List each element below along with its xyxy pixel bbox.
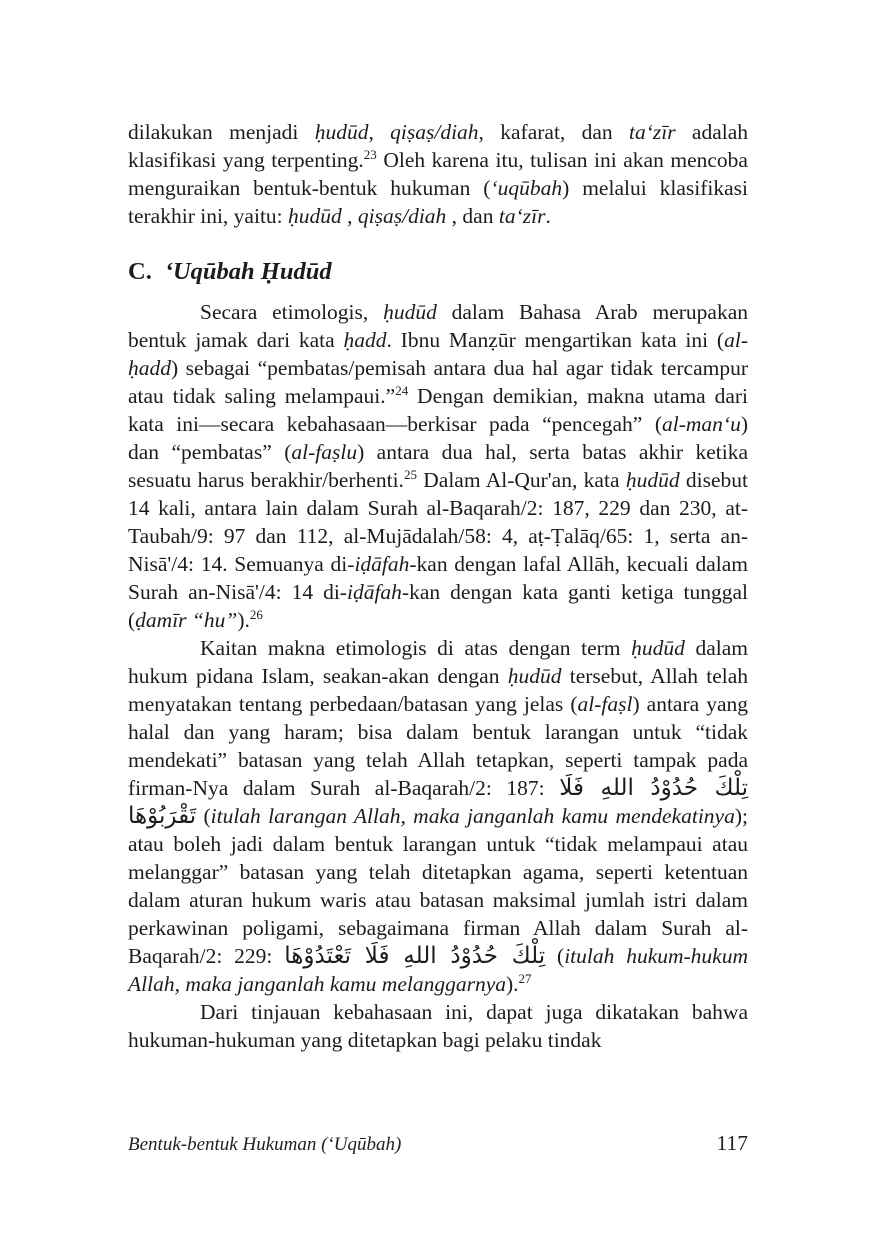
text-segment: ḥudūd [383,300,437,324]
paragraph-conclusion [128,998,748,1054]
text-segment: iḍāfah [354,552,410,576]
text-segment: al-ḥadd [128,328,748,380]
text-segment: disebut 14 kali, antara lain dalam Surah al-Baqarah/2: 187, 229 dan 230, at-Taubah/9: 97 dan 112, al-Mujādalah/58: 4, aṭ-Ṭalāq/65: 1, serta an-Nisā'/4: 14. Semuanya di- [128,468,748,576]
text-segment: Kaitan makna etimologis di atas dengan term [200,636,632,660]
text-segment: qiṣaṣ/diah [390,120,479,144]
footnote-reference: 23 [363,146,377,162]
text-segment: . Ibnu Manẓūr mengartikan kata ini ( [386,328,725,352]
footnote-reference: 25 [403,466,417,482]
text-segment: Oleh karena itu, tulisan ini akan mencoba menguraikan bentuk-bentuk hukuman ( [128,148,748,200]
section-heading [128,257,748,287]
text-segment: ) sebagai “pembatas/pemisah antara dua hal agar tidak tercampur atau tidak saling melampaui.” [128,356,748,408]
text-segment: -kan dengan kata ganti ketiga tunggal ( [128,580,749,632]
arabic-quote: تِلْكَ حُدُوْدُ اللهِ فَلَا تَقْرَبُوْهَا [128,775,748,829]
text-segment: itulah hukum-hukum Allah, maka janganlah kamu melanggarnya [128,944,748,996]
text-segment: tersebut, Allah telah menyatakan tentang perbedaan/batasan yang jelas ( [128,664,749,716]
text-segment: ḥudūd [314,120,369,144]
text-segment: ḥudūd [507,664,562,688]
text-segment: Dari tinjauan kebahasaan ini, dapat juga dikatakan bahwa hukuman-hukuman yang ditetapkan bagi pelaku tindak [128,1000,748,1052]
text-segment: ḍamīr “hu” [135,608,238,632]
paragraph-continuation [128,118,748,230]
text-segment: ḥadd [343,328,387,352]
text-segment: , dan [446,204,499,228]
text-segment: Dengan demikian, makna utama dari kata ini—secara kebahasaan—berkisar pada “pencegah” ( [128,384,748,436]
text-segment: ). [237,608,250,632]
text-segment: -kan dengan lafal Allāh, kecuali dalam Surah an-Nisā'/4: 14 di- [128,552,748,604]
footnote-reference: 27 [518,970,532,986]
text-segment: qiṣaṣ/diah [357,204,447,228]
text-segment: ) antara dua hal, serta batas akhir ketika sesuatu harus berakhir/berhenti. [128,440,749,492]
paragraph-meaning [128,634,748,998]
footnote-reference: 24 [395,382,409,398]
text-segment: , [341,204,358,228]
page-number: 117 [716,1131,748,1155]
text-segment: ta‘zīr [498,204,546,228]
text-segment: ḥudūd [631,636,685,660]
arabic-quote: تِلْكَ حُدُوْدُ اللهِ فَلَا تَعْتَدُوْهَا [284,943,546,969]
text-segment: al-faṣl [577,692,633,716]
text-segment: dilakukan menjadi [128,120,315,144]
text-segment: Dalam Al-Qur'an, kata [416,468,626,492]
running-title: Bentuk-bentuk Hukuman (‘Uqūbah) [128,1134,402,1155]
text-segment: iḍāfah [346,580,402,604]
text-segment: al-man‘u [662,412,741,436]
text-segment: ḥudūd [288,204,342,228]
text-segment: Secara etimologis, [200,300,384,324]
section-letter: C. [128,258,152,285]
text-segment: . [545,204,551,228]
text-segment: itulah larangan Allah, maka janganlah kamu mendekatinya [210,804,735,828]
text-segment: , kafarat, dan [478,120,629,144]
footnote-reference: 26 [249,606,263,622]
text-segment: dalam Bahasa Arab merupakan bentuk jamak dari kata [128,300,748,352]
text-segment: ) melalui klasifikasi terakhir ini, yaitu: [128,176,749,228]
text-segment: ta‘zīr [628,120,676,144]
text-segment: ). [506,972,519,996]
page-footer [128,1131,748,1156]
text-segment: al-faṣlu [291,440,358,464]
text-segment: ( [545,944,565,968]
text-segment: ‘uqūbah [490,176,563,200]
text-segment: ) dan “pembatas” ( [128,412,748,464]
text-segment: adalah klasifikasi yang terpenting. [128,120,749,172]
text-segment: ( [196,804,211,828]
text-segment: ḥudūd [625,468,680,492]
paragraph-etymology [128,298,748,634]
text-segment: ); atau boleh jadi dalam bentuk larangan untuk “tidak melampaui atau melanggar” batasan yang telah ditetapkan agama, seperti ketentuan dalam aturan hukum waris atau batasan maksimal jumlah istri dalam perkawinan poligami, sebagaimana firman Allah dalam Surah al-Baqarah/2: 229: [128,804,748,968]
text-segment: ) antara yang halal dan yang haram; bisa dalam bentuk larangan untuk “tidak mendekati” batasan yang telah Allah tetapkan, seperti tampak pada firman-Nya dalam Surah al-Baqarah/2: 187: [128,692,749,800]
text-column [128,118,748,1054]
text-segment: , [368,120,391,144]
text-segment: dalam hukum pidana Islam, seakan-akan dengan [128,636,748,688]
section-title: ‘Uqūbah Ḥudūd [164,258,332,285]
